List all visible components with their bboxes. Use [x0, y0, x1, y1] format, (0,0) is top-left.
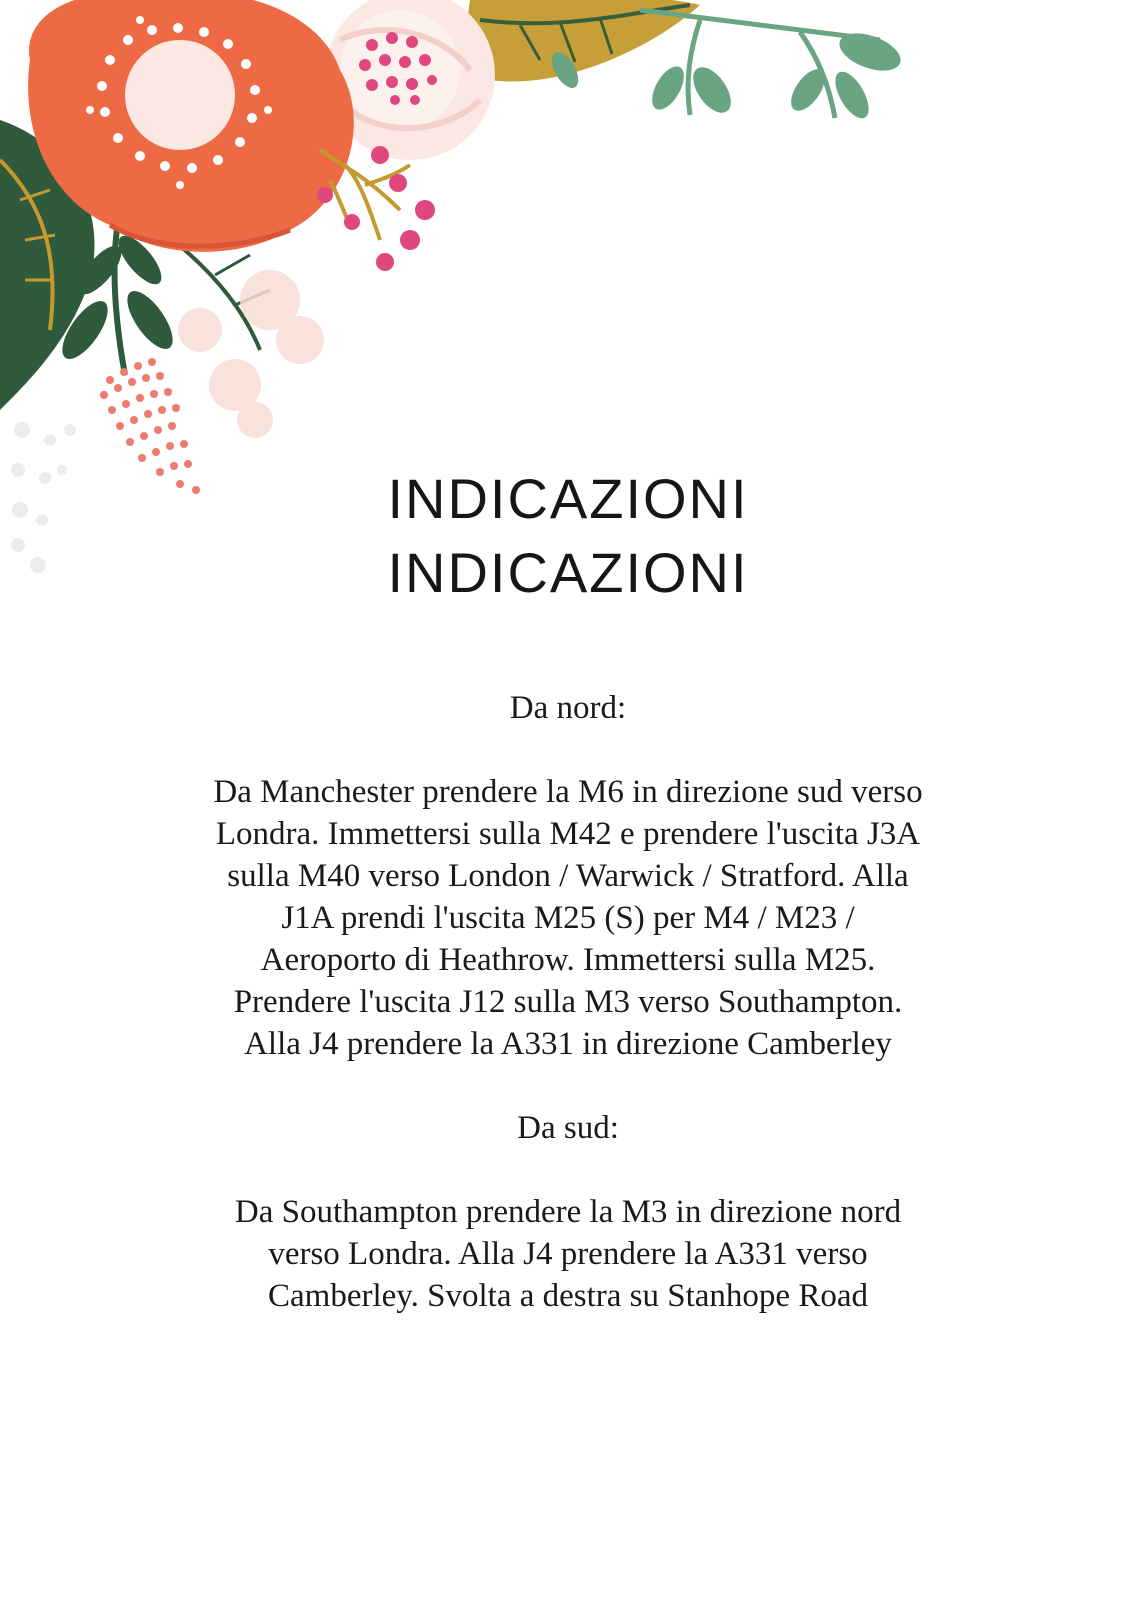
north-line-4: J1A prendi l'uscita M25 (S) per M4 / M23 / [281, 900, 855, 936]
directions-body [150, 687, 986, 1317]
title-line-2: INDICAZIONI [387, 541, 749, 604]
south-line-3: Camberley. Svolta a destra su Stanhope Road [268, 1278, 868, 1314]
south-line-1: Da Southampton prendere la M3 in direzione nord [234, 1194, 902, 1230]
north-line-2: Londra. Immettersi sulla M42 e prendere l'uscita J3A [215, 816, 921, 852]
section-heading-north: Da nord: [509, 690, 627, 726]
title-line-1: INDICAZIONI [387, 467, 749, 530]
page-title [268, 462, 868, 610]
north-line-6: Prendere l'uscita J12 sulla M3 verso Southampton. [233, 984, 903, 1020]
south-line-2: verso Londra. Alla J4 prendere la A331 verso [268, 1236, 868, 1272]
north-line-7: Alla J4 prendere la A331 in direzione Camberley [244, 1026, 892, 1062]
north-line-1: Da Manchester prendere la M6 in direzione sud verso [213, 774, 923, 810]
north-line-5: Aeroporto di Heathrow. Immettersi sulla M25. [260, 942, 876, 978]
north-line-3: sulla M40 verso London / Warwick / Stratford. Alla [227, 858, 909, 894]
section-heading-south: Da sud: [517, 1110, 619, 1146]
